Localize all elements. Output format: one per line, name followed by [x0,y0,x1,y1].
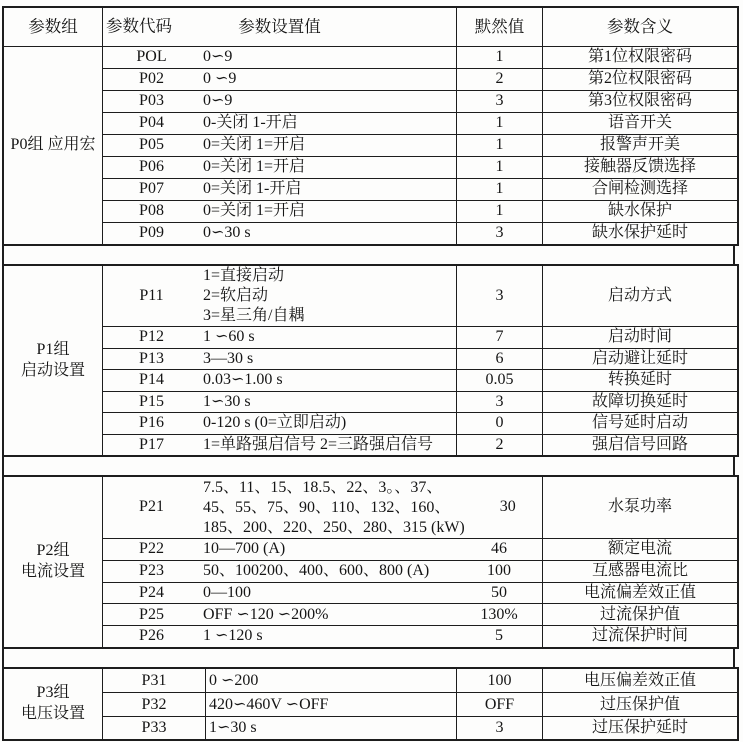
param-value: 0∽9 [203,48,233,66]
meaning-cell: 接触器反馈选择 [543,156,737,178]
default-cell: 1 [457,200,543,222]
code-value-cell [103,326,457,348]
param-value: 1 ∽120 s [203,627,263,645]
code-value-cell [103,200,457,222]
table-gap [2,457,735,475]
param-code: P22 [139,540,164,558]
meaning-cell: 转换延时 [543,369,737,391]
param-code: P16 [139,414,164,432]
group-label-line: 电压设置 [20,705,85,723]
param-code: P25 [139,605,164,623]
code-value-default-cell [103,582,543,604]
default-cell: 0 [457,412,543,434]
value-line: 185、200、220、250、280、315 (kW) [203,518,465,536]
param-code: POL [136,48,167,66]
table-gap [2,246,735,264]
param-value: 0=关闭 1=开启 [203,158,306,176]
meaning-cell: 合闸检测选择 [543,178,737,200]
param-code: P11 [139,286,164,304]
param-table-p0 [2,6,739,246]
meaning-cell: 水泵功率 [607,498,672,516]
meaning-cell: 强启信号回路 [543,434,737,456]
code-cell: P32 [103,692,206,716]
default-cell: 3 [457,266,543,326]
default-cell: 3 [457,716,543,740]
code-value-cell [103,178,457,200]
meaning-cell: 第1位权限密码 [543,46,737,68]
value-line: 3=星三角/自耦 [203,307,305,324]
code-value-cell [103,369,457,391]
value-line: 2=软启动 [203,287,269,304]
code-value-cell [103,391,457,413]
code-value-cell [103,68,457,90]
value-line: 1=直接启动 [203,267,285,284]
code-value-cell [103,156,457,178]
param-value: 0∽9 [203,92,233,110]
meaning-cell: 语音开关 [543,112,737,134]
meaning-cell: 过流保护时间 [543,625,737,647]
group-label-p0: P0组 应用宏 [4,46,103,244]
param-value: 50、100200、400、600、800 (A) [203,562,430,579]
table-gap [2,649,735,667]
param-value: 1=单路强启信号 2=三路强启信号 [203,435,434,453]
meaning-cell: 过压保护值 [543,692,737,716]
param-table-p3 [2,667,739,742]
param-code: P15 [139,392,164,410]
header-meaning: 参数含义 [607,16,673,36]
param-value: 3—30 s [203,349,254,367]
group-label-line: 启动设置 [20,361,85,379]
code-cell: P33 [103,716,206,740]
meaning-cell: 第3位权限密码 [543,90,737,112]
group-label-line: P3组 [36,684,70,702]
default-value: 46 [491,540,507,558]
group-label-line: P2组 [36,542,70,560]
meaning-cell: 信号延时启动 [543,412,737,434]
param-code: P26 [139,627,164,645]
header-code: 参数代码 [106,16,172,36]
param-value: 0.03∽1.00 s [203,371,283,389]
default-value: 5 [495,627,503,645]
param-code: P17 [139,435,164,453]
meaning-cell: 启动方式 [607,286,672,304]
param-value: OFF ∽120 ∽200% [203,605,329,623]
meaning-cell: 第2位权限密码 [543,68,737,90]
default-cell: 7 [457,326,543,348]
param-code: P09 [139,224,164,242]
default-value: 130% [480,605,518,623]
meaning-cell: 电流偏差效正值 [543,582,737,604]
default-value: 50 [491,583,507,601]
default-cell: 3 [457,90,543,112]
code-value-cell [103,222,457,244]
default-cell: 0.05 [457,369,543,391]
code-value-default-cell [103,625,543,647]
param-code: P14 [139,371,164,389]
param-code: P21 [139,498,164,516]
code-value-cell [103,112,457,134]
default-cell: 3 [457,391,543,413]
default-cell: OFF [457,692,543,716]
default-value: 100 [487,562,511,579]
header-value: 参数设置值 [238,16,321,36]
default-cell: 1 [457,46,543,68]
meaning-cell: 互感器电流比 [543,560,737,582]
param-value: 0—100 [203,583,251,601]
param-code: P07 [139,180,164,198]
default-cell: 2 [457,434,543,456]
group-label-line: P1组 [36,340,70,358]
code-value-cell [103,434,457,456]
group-label-p1 [4,266,103,455]
meaning-cell: 过压保护延时 [543,716,737,740]
param-value: 0=关闭 1=开启 [203,136,306,154]
param-code: P08 [139,202,164,220]
param-value: 0=关闭 1=开启 [203,202,306,220]
param-table-p2 [2,475,739,649]
header-group: 参数组 [4,8,103,46]
param-value: 0-120 s (0=立即启动) [203,414,347,432]
param-table-p1 [2,264,739,457]
meaning-cell: 启动避让延时 [543,348,737,370]
param-value [200,478,465,538]
param-value: 0 ∽9 [203,70,237,88]
group-label-p2 [4,477,103,647]
default-cell: 1 [457,112,543,134]
param-value: 0∽30 s [203,224,251,242]
header-default: 默然值 [457,8,543,46]
value-line: 7.5、11、15、18.5、22、3。、37、 [203,478,443,496]
code-value-default-cell [103,603,543,625]
default-cell: 100 [457,669,543,693]
param-code: P05 [139,136,164,154]
param-value: 1∽30 s [203,392,251,410]
param-code: P02 [139,70,164,88]
param-code: P13 [139,349,164,367]
meaning-cell: 启动时间 [543,326,737,348]
param-code: P04 [139,114,164,132]
code-value-default-cell [103,477,543,538]
default-cell: 6 [457,348,543,370]
code-value-cell [103,266,457,326]
default-cell: 2 [457,68,543,90]
code-value-cell [103,46,457,68]
param-value: 0=关闭 1-开启 [203,180,302,198]
meaning-cell: 报警声开美 [543,134,737,156]
group-label-line: 电流设置 [20,562,85,580]
meaning-cell: 额定电流 [543,538,737,560]
code-value-cell [103,412,457,434]
meaning-cell: 缺水保护 [543,200,737,222]
param-code: P24 [139,583,164,601]
param-code: P12 [139,328,164,346]
param-value: 10—700 (A) [203,540,286,558]
code-value-default-cell [103,560,543,582]
meaning-cell: 电压偏差效正值 [583,671,696,689]
value-cell: 1∽30 s [206,716,457,740]
param-value: 1 ∽60 s [203,328,255,346]
value-cell: 0 ∽200 [206,669,457,693]
param-code: P23 [139,562,164,579]
default-value: 30 [499,498,516,516]
code-value-cell [103,348,457,370]
group-label-p3 [4,669,103,740]
code-cell: P31 [103,669,206,693]
param-code: P06 [139,158,164,176]
default-cell: 1 [457,178,543,200]
code-value-default-cell [103,538,543,560]
param-value [200,266,456,326]
meaning-cell: 缺水保护延时 [543,222,737,244]
code-value-cell [103,134,457,156]
default-cell: 3 [457,222,543,244]
value-cell: 420∽460V ∽OFF [206,692,457,716]
default-cell: 1 [457,156,543,178]
value-line: 45、55、75、90、110、132、160、 [203,498,451,516]
meaning-cell: 故障切换延时 [543,391,737,413]
param-code: P03 [139,92,164,110]
default-cell: 1 [457,134,543,156]
code-value-cell [103,90,457,112]
meaning-cell: 过流保护值 [543,603,737,625]
header-code-value [103,8,457,46]
param-value: 0-关闭 1-开启 [203,114,298,132]
